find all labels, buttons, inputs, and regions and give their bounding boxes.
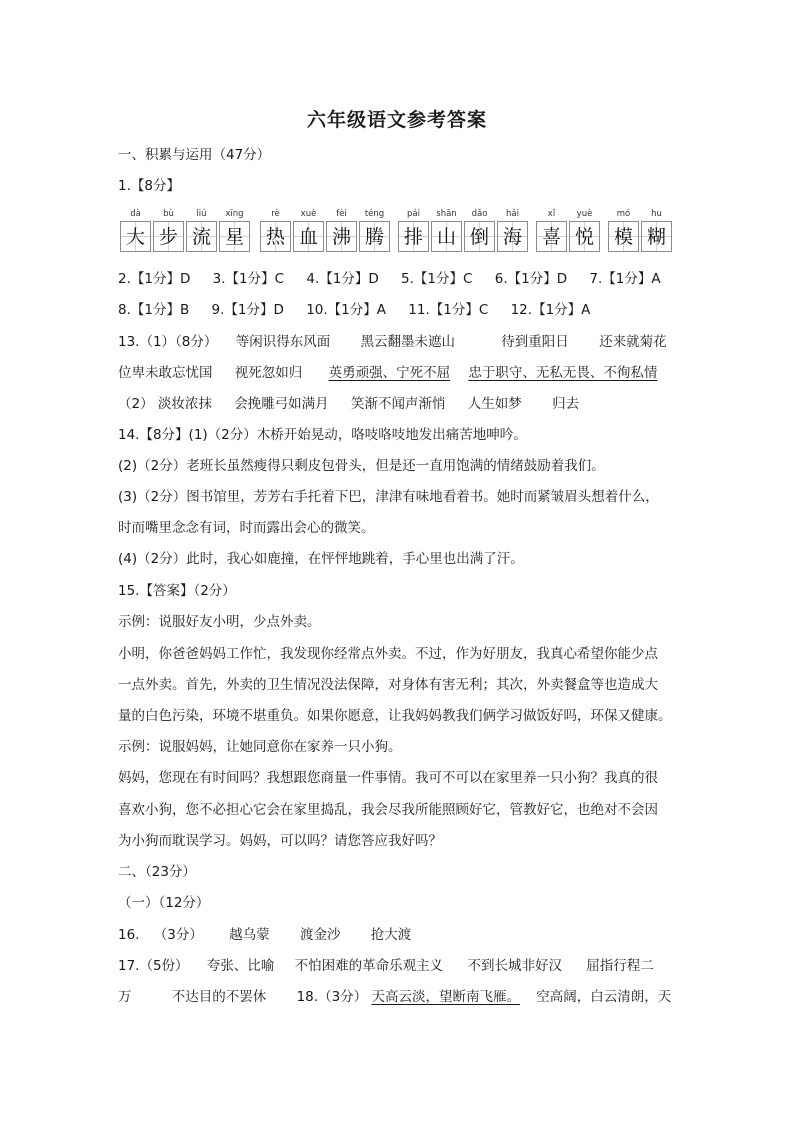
pinyin: yuè <box>576 209 593 219</box>
q16-answer: 抢大渡 <box>370 927 412 943</box>
hanzi-box: 步 <box>153 221 184 252</box>
q17-answer: 不怕困难的革命乐观主义 <box>294 958 444 974</box>
q15-line-5: 量的白色污染，环境不堪重负。如果你愿意，让我妈妈教我们俩学习做饭好吗，环保又健康。 <box>118 708 672 724</box>
mc-answer: 10.【1分】A <box>306 302 386 318</box>
q17-q18-row <box>118 988 671 1006</box>
q17-answer-cont: 万 <box>118 989 132 1005</box>
q17-label: 17.（5份） <box>118 958 189 974</box>
mc-answers-row-2 <box>118 301 590 319</box>
hanzi-box: 模 <box>608 221 639 252</box>
pinyin: bù <box>163 209 174 219</box>
mc-answer: 5.【1分】C <box>401 271 473 287</box>
q13-answer-underlined: 英勇顽强、宁死不屈 <box>328 365 451 381</box>
q16-score: （3分） <box>153 927 203 943</box>
hanzi-box: 血 <box>293 221 324 252</box>
pinyin: xīng <box>225 209 244 219</box>
mc-answer: 8.【1分】B <box>118 302 190 318</box>
pinyin: téng <box>364 209 385 219</box>
q17-row <box>118 957 654 975</box>
q16-answer: 渡金沙 <box>299 927 341 943</box>
q14-line-1: 14.【8分】(1)（2分）木桥开始晃动，咯吱咯吱地发出痛苦地呻吟。 <box>118 427 527 443</box>
pinyin: liú <box>196 209 207 219</box>
q17-answer: 屈指行程二 <box>586 958 654 974</box>
q16-row <box>118 926 411 944</box>
hanzi-box: 山 <box>431 221 462 252</box>
mc-answer: 6.【1分】D <box>494 271 568 287</box>
pinyin: dǎo <box>471 209 488 219</box>
q13-answer: 会挽雕弓如满月 <box>234 396 329 412</box>
mc-answers-row-1 <box>118 270 661 288</box>
q13-answer: 还来就菊花 <box>599 334 667 350</box>
pinyin: pái <box>407 209 420 219</box>
q13-answer: 归去 <box>552 396 580 412</box>
hanzi-box: 喜 <box>536 221 567 252</box>
pinyin: shān <box>436 209 457 219</box>
q14-line-3: (3)（2分）图书馆里，芳芳右手托着下巴，津津有味地看着书。她时而紧皱眉头想着什么， <box>118 489 659 505</box>
sub1-heading: （一）（12分） <box>118 895 210 911</box>
q17-answer: 不达目的不罢休 <box>171 989 267 1005</box>
q15-line-8: 喜欢小狗，您不必担心它会在家里捣乱，我会尽我所能照顾好它，管教好它，也绝对不会因 <box>118 802 658 818</box>
section2-heading: 二、（23分） <box>118 864 196 880</box>
q15-line-3: 小明，你爸爸妈妈工作忙，我发现你经常点外卖。不过，作为好朋友，我真心希望你能少点 <box>118 646 658 662</box>
pinyin: rè <box>271 209 280 219</box>
q13-row-2 <box>118 364 657 382</box>
q16-answer: 越乌蒙 <box>229 927 270 943</box>
q13-row-1 <box>118 333 667 351</box>
q13-answer: 待到重阳日 <box>501 334 569 350</box>
hanzi-box: 沸 <box>326 221 357 252</box>
q13-answer-underlined: 忠于职守、无私无畏、不徇私情 <box>468 365 658 381</box>
q13-label: 13.（1）（8分） <box>118 334 218 350</box>
q15-line-7: 妈妈，您现在有时间吗？我想跟您商量一件事情。我可不可以在家里养一只小狗？我真的很 <box>118 770 658 786</box>
mc-answer: 3.【1分】C <box>212 271 285 287</box>
pinyin: hu <box>651 209 662 219</box>
q14-line-5: (4)（2分）此时，我心如鹿撞，在怦怦地跳着，手心里也出满了汗。 <box>118 551 524 567</box>
q18-answer-underlined: 天高云淡，望断南飞雁。 <box>371 989 520 1005</box>
q14-line-4: 时而嘴里念念有词，时而露出会心的微笑。 <box>118 520 375 536</box>
hanzi-box: 大 <box>120 221 151 252</box>
q17-answer: 夸张、比喻 <box>206 958 275 974</box>
q1-label: 1.【8分】 <box>118 178 180 194</box>
q15-line-9: 为小狗而耽误学习。妈妈，可以吗？请您答应我好吗？ <box>118 833 442 849</box>
q13-answer: 笑渐不闻声渐悄 <box>350 396 446 412</box>
mc-answer: 7.【1分】A <box>589 271 661 287</box>
pinyin: xuè <box>300 209 317 219</box>
q15-line-1: 15.【答案】（2分） <box>118 583 236 599</box>
q13-answer: 黑云翻墨未遮山 <box>360 334 455 350</box>
hanzi-box: 星 <box>219 221 250 252</box>
q13-answer: 等闲识得东风面 <box>235 334 331 350</box>
hanzi-box: 海 <box>497 221 528 252</box>
q13-part2-label: （2） <box>118 396 154 412</box>
pinyin: fèi <box>336 209 347 219</box>
hanzi-box: 倒 <box>464 221 495 252</box>
q17-answer: 不到长城非好汉 <box>467 958 562 974</box>
hanzi-box: 流 <box>186 221 217 252</box>
pinyin: dà <box>130 209 141 219</box>
q13-answer: 视死忽如归 <box>234 365 303 381</box>
mc-answer: 4.【1分】D <box>306 271 379 287</box>
pinyin: hǎi <box>506 209 519 219</box>
q13-answer: 淡妆浓抹 <box>157 396 212 412</box>
mc-answer: 9.【1分】D <box>211 302 284 318</box>
mc-answer: 12.【1分】A <box>510 302 591 318</box>
page-title: 六年级语文参考答案 <box>306 109 487 131</box>
section1-heading: 一、积累与运用（47分） <box>118 147 271 163</box>
q16-label: 16. <box>118 927 140 943</box>
pinyin: xǐ <box>547 209 556 219</box>
mc-answer: 2.【1分】D <box>118 271 191 287</box>
q13-answer: 位卑未敢忘忧国 <box>118 365 213 381</box>
hanzi-box: 悦 <box>569 221 600 252</box>
q15-line-2: 示例：说服好友小明，少点外卖。 <box>118 614 321 630</box>
q13-answer: 人生如梦 <box>467 396 522 412</box>
mc-answer: 11.【1分】C <box>408 302 489 318</box>
q14-line-2: (2)（2分）老班长虽然瘦得只剩皮包骨头，但是还一直用饱满的情绪鼓励着我们。 <box>118 458 605 474</box>
q18-label: 18.（3分） <box>296 989 368 1005</box>
hanzi-box: 排 <box>398 221 429 252</box>
q18-answer: 空高阔，白云清朗，天 <box>536 989 672 1005</box>
pinyin: mó <box>616 209 631 219</box>
q15-line-6: 示例：说服妈妈，让她同意你在家养一只小狗。 <box>118 739 402 755</box>
hanzi-box: 腾 <box>359 221 390 252</box>
q13-row-3 <box>118 395 579 413</box>
q15-line-4: 一点外卖。首先，外卖的卫生情况没法保障，对身体有害无利；其次，外卖餐盒等也造成大 <box>118 677 658 693</box>
hanzi-box: 热 <box>260 221 291 252</box>
hanzi-box: 糊 <box>641 221 672 252</box>
